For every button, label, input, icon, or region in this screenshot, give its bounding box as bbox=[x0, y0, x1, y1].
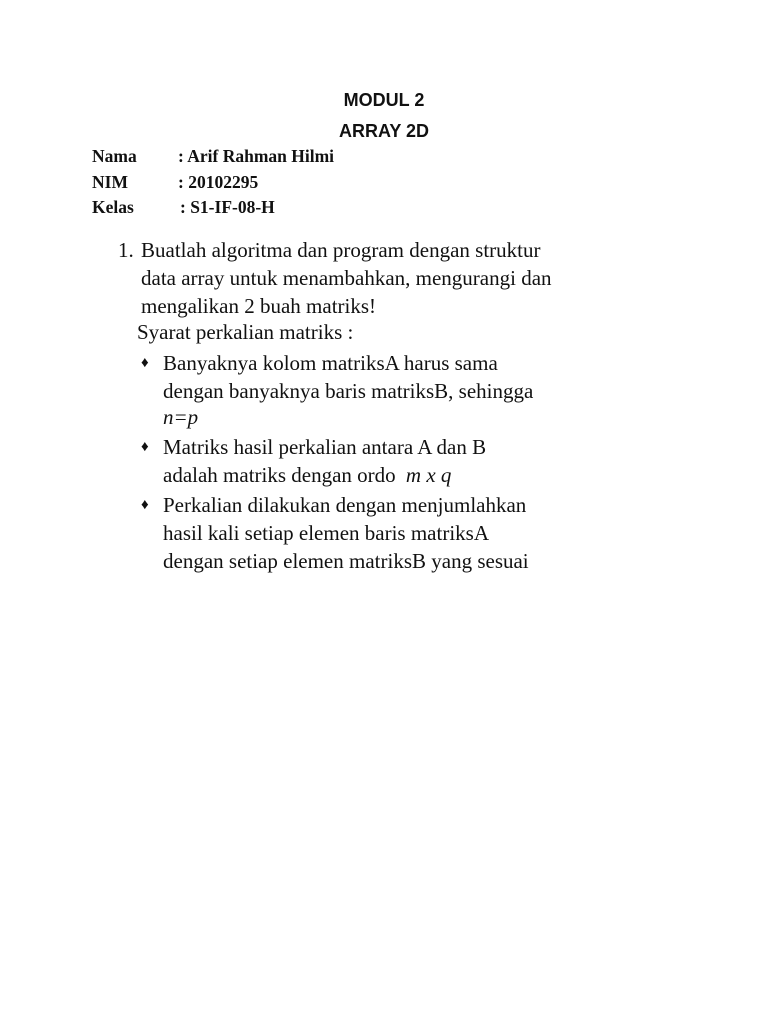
bullet-formula: n=p bbox=[163, 405, 199, 429]
bullet-line bbox=[163, 463, 451, 488]
bullet-line: Perkalian dilakukan dengan menjumlahkan bbox=[163, 493, 527, 517]
student-class-value: : S1-IF-08-H bbox=[180, 197, 275, 217]
requirements-heading: Syarat perkalian matriks : bbox=[137, 320, 354, 344]
bullet-line: Matriks hasil perkalian antara A dan B bbox=[163, 435, 487, 459]
diamond-bullet-icon: ♦ bbox=[141, 497, 149, 513]
bullet-line: hasil kali setiap elemen baris matriksA bbox=[163, 521, 489, 545]
student-nim-label: NIM bbox=[92, 172, 128, 192]
bullet-line: dengan setiap elemen matriksB yang sesuai bbox=[163, 549, 529, 573]
bullet-line-text: adalah matriks dengan ordo bbox=[163, 463, 401, 487]
student-class-label: Kelas bbox=[92, 197, 134, 217]
module-subtitle: ARRAY 2D bbox=[338, 121, 430, 141]
question-line: mengalikan 2 buah matriks! bbox=[141, 294, 377, 318]
student-name-row bbox=[92, 146, 334, 167]
student-name-label: Nama bbox=[92, 146, 137, 166]
bullet-line: dengan banyaknya baris matriksB, sehingga bbox=[163, 379, 534, 403]
bullet-formula: m x q bbox=[405, 463, 452, 487]
module-title: MODUL 2 bbox=[343, 90, 425, 110]
student-class-row bbox=[92, 197, 275, 218]
question-number: 1. bbox=[118, 238, 134, 262]
question-line: data array untuk menambahkan, mengurangi dan bbox=[141, 266, 552, 290]
question-line: Buatlah algoritma dan program dengan struktur bbox=[141, 238, 541, 262]
bullet-line: Banyaknya kolom matriksA harus sama bbox=[163, 351, 498, 375]
student-name-value: : Arif Rahman Hilmi bbox=[178, 146, 335, 166]
student-nim-value: : 20102295 bbox=[178, 172, 259, 192]
diamond-bullet-icon: ♦ bbox=[141, 439, 149, 455]
diamond-bullet-icon: ♦ bbox=[141, 355, 149, 371]
student-nim-row bbox=[92, 172, 258, 193]
